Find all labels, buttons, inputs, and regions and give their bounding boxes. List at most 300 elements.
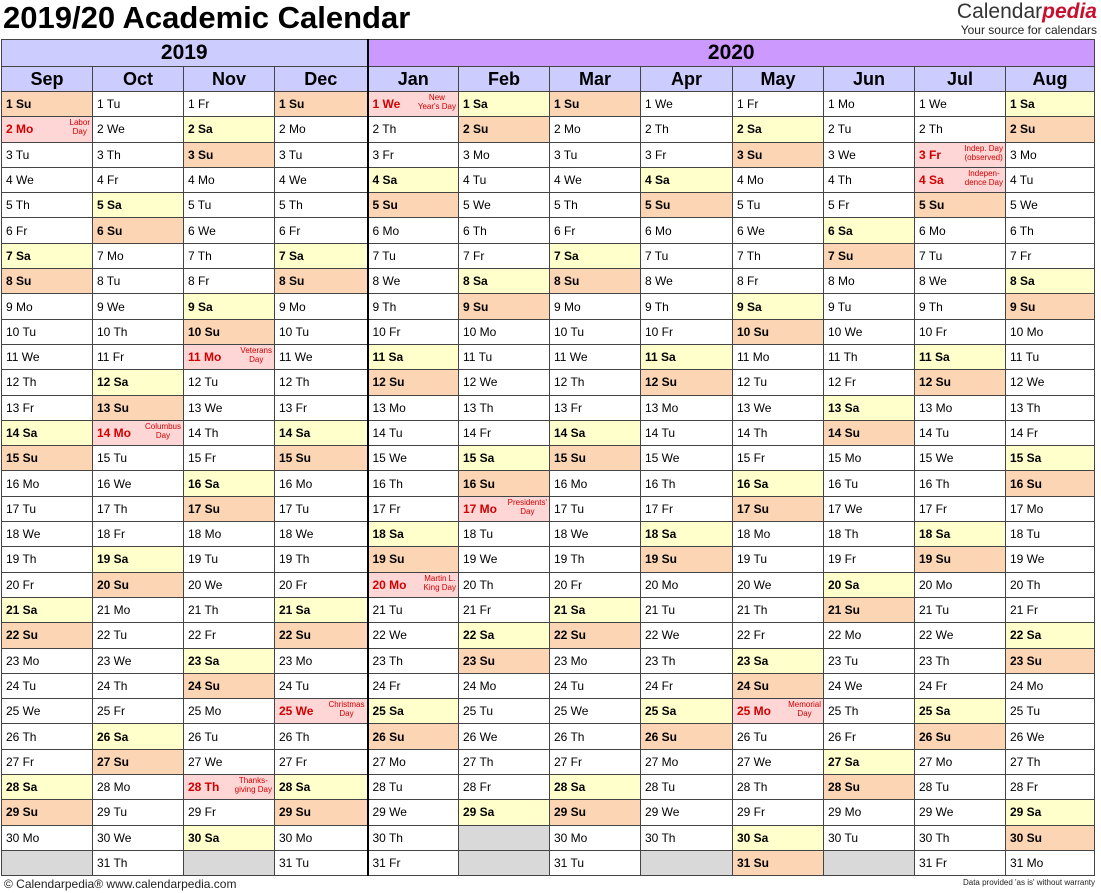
day-label: 29 We xyxy=(372,805,407,820)
day-cell xyxy=(93,623,184,648)
day-cell xyxy=(2,800,93,825)
empty-cell xyxy=(184,850,275,875)
day-cell xyxy=(368,117,459,142)
day-cell xyxy=(641,142,733,167)
day-cell xyxy=(93,775,184,800)
day-label: 26 Su xyxy=(372,729,405,744)
day-label: 21 Su xyxy=(828,603,861,618)
day-cell xyxy=(550,699,641,724)
day-row xyxy=(2,471,1095,496)
day-label: 26 We xyxy=(463,729,498,744)
year-header-2020: 2020 xyxy=(368,40,1095,67)
day-row xyxy=(2,142,1095,167)
day-cell xyxy=(93,117,184,142)
day-row xyxy=(2,496,1095,521)
day-cell xyxy=(733,496,824,521)
day-cell xyxy=(915,471,1006,496)
day-label: 25 We xyxy=(279,704,314,719)
day-label: 25 Th xyxy=(828,704,859,719)
day-label: 15 Su xyxy=(6,451,39,466)
day-cell xyxy=(459,142,550,167)
day-label: 20 Mo xyxy=(372,577,407,592)
empty-cell xyxy=(824,850,915,875)
day-label: 28 Su xyxy=(828,780,861,795)
day-cell xyxy=(368,142,459,167)
month-header-aug: Aug xyxy=(1006,67,1095,92)
day-label: 16 Th xyxy=(919,476,950,491)
day-cell xyxy=(550,522,641,547)
day-label: 17 Fr xyxy=(372,501,401,516)
day-label: 13 We xyxy=(737,400,772,415)
day-label: 25 Sa xyxy=(372,704,404,719)
day-cell xyxy=(915,294,1006,319)
day-label: 14 Su xyxy=(828,426,861,440)
day-label: 20 We xyxy=(737,577,772,592)
day-label: 4 Mo xyxy=(188,173,215,188)
day-label: 8 Su xyxy=(554,274,580,289)
day-label: 16 Mo xyxy=(554,476,588,491)
day-cell xyxy=(184,142,275,167)
day-cell xyxy=(733,724,824,749)
day-label: 19 Th xyxy=(6,552,37,567)
day-cell xyxy=(184,724,275,749)
holiday-cell xyxy=(459,496,550,521)
day-cell xyxy=(93,749,184,774)
day-cell xyxy=(93,243,184,268)
month-header-nov: Nov xyxy=(184,67,275,92)
day-cell xyxy=(275,193,368,218)
day-label: 14 Sa xyxy=(279,426,311,440)
day-label: 5 Su xyxy=(645,198,671,213)
day-cell xyxy=(733,522,824,547)
day-cell xyxy=(2,673,93,698)
day-label: 21 Tu xyxy=(645,603,676,618)
day-cell xyxy=(1006,193,1095,218)
day-label: 26 Th xyxy=(554,729,585,744)
day-label: 4 Sa xyxy=(919,173,944,188)
day-cell xyxy=(824,395,915,420)
day-label: 20 Mo xyxy=(919,577,953,592)
day-label: 11 Sa xyxy=(919,350,950,365)
day-label: 11 Tu xyxy=(463,350,493,365)
day-label: 6 Th xyxy=(1010,223,1034,238)
day-cell xyxy=(1006,269,1095,294)
day-cell xyxy=(368,243,459,268)
day-label: 21 Sa xyxy=(279,603,311,618)
day-cell xyxy=(824,775,915,800)
day-cell xyxy=(915,193,1006,218)
day-label: 8 Tu xyxy=(97,274,121,289)
day-cell xyxy=(368,623,459,648)
day-cell xyxy=(368,850,459,875)
footer-copyright: © Calendarpedia® www.calendarpedia.com xyxy=(4,877,237,891)
day-label: 28 Tu xyxy=(919,780,950,795)
day-label: 17 Su xyxy=(737,501,770,516)
day-label: 16 Su xyxy=(1010,476,1043,491)
day-cell xyxy=(184,623,275,648)
day-cell xyxy=(368,547,459,572)
day-label: 22 Su xyxy=(6,628,39,643)
day-cell xyxy=(184,522,275,547)
day-cell xyxy=(824,597,915,622)
day-cell xyxy=(915,370,1006,395)
day-label: 22 Su xyxy=(279,628,312,643)
day-row xyxy=(2,597,1095,622)
day-cell xyxy=(184,269,275,294)
day-label: 24 Mo xyxy=(463,678,497,693)
day-label: 17 Tu xyxy=(554,501,585,516)
day-label: 25 Mo xyxy=(188,704,222,719)
day-label: 7 Tu xyxy=(372,248,396,263)
day-cell xyxy=(2,825,93,850)
day-cell xyxy=(550,319,641,344)
brand-logo[interactable] xyxy=(957,1,1097,37)
day-row xyxy=(2,344,1095,369)
day-label: 8 We xyxy=(919,274,947,289)
day-label: 3 Mo xyxy=(1010,147,1037,162)
day-cell xyxy=(915,623,1006,648)
day-cell xyxy=(1006,218,1095,243)
day-label: 10 Tu xyxy=(554,324,585,339)
day-cell xyxy=(275,92,368,117)
day-label: 16 Mo xyxy=(279,476,313,491)
day-cell xyxy=(641,92,733,117)
day-cell xyxy=(733,597,824,622)
day-label: 20 Fr xyxy=(6,577,35,592)
day-cell xyxy=(641,243,733,268)
day-label: 7 Mo xyxy=(97,248,124,263)
day-label: 31 Fr xyxy=(919,856,948,871)
holiday-cell xyxy=(2,117,93,142)
day-label: 31 Tu xyxy=(554,856,585,871)
day-cell xyxy=(641,800,733,825)
day-label: 11 Sa xyxy=(372,350,404,365)
day-cell xyxy=(824,294,915,319)
day-label: 10 We xyxy=(828,324,863,339)
day-label: 5 Sa xyxy=(97,198,122,213)
day-cell xyxy=(1006,395,1095,420)
month-header-jun: Jun xyxy=(824,67,915,92)
day-label: 19 We xyxy=(463,552,498,567)
month-header-sep: Sep xyxy=(2,67,93,92)
day-cell xyxy=(368,344,459,369)
day-cell xyxy=(641,117,733,142)
day-label: 2 We xyxy=(97,122,125,137)
day-cell xyxy=(824,446,915,471)
day-label: 8 We xyxy=(372,274,401,289)
day-cell xyxy=(641,294,733,319)
day-cell xyxy=(550,92,641,117)
day-label: 6 Sa xyxy=(828,223,853,238)
day-cell xyxy=(93,92,184,117)
day-cell xyxy=(1006,775,1095,800)
day-cell xyxy=(824,269,915,294)
day-label: 28 Sa xyxy=(279,780,311,795)
day-cell xyxy=(1006,673,1095,698)
day-label: 27 Su xyxy=(97,754,130,769)
day-label: 12 We xyxy=(1010,375,1045,390)
day-cell xyxy=(550,572,641,597)
day-cell xyxy=(824,623,915,648)
day-cell xyxy=(1006,522,1095,547)
day-cell xyxy=(93,673,184,698)
day-label: 23 Th xyxy=(919,653,950,668)
day-cell xyxy=(1006,572,1095,597)
day-label: 7 Sa xyxy=(279,248,304,263)
day-label: 29 Fr xyxy=(737,805,766,820)
day-cell xyxy=(93,850,184,875)
day-label: 5 Tu xyxy=(737,198,761,213)
day-cell xyxy=(184,749,275,774)
day-label: 28 Fr xyxy=(463,780,492,795)
day-cell xyxy=(275,471,368,496)
day-label: 3 Th xyxy=(97,147,121,162)
day-label: 4 We xyxy=(279,173,307,188)
day-label: 17 Mo xyxy=(463,501,498,516)
day-cell xyxy=(184,800,275,825)
day-label: 2 Mo xyxy=(279,122,306,137)
day-label: 2 Sa xyxy=(737,122,762,137)
day-cell xyxy=(459,699,550,724)
day-cell xyxy=(184,547,275,572)
day-cell xyxy=(641,319,733,344)
day-label: 12 Su xyxy=(372,375,405,390)
day-cell xyxy=(93,496,184,521)
day-row xyxy=(2,775,1095,800)
day-cell xyxy=(550,446,641,471)
day-label: 22 We xyxy=(372,628,407,643)
day-label: 29 Su xyxy=(554,805,587,820)
day-cell xyxy=(275,142,368,167)
day-cell xyxy=(550,294,641,319)
day-cell xyxy=(1006,92,1095,117)
day-cell xyxy=(1006,319,1095,344)
month-row xyxy=(2,67,1095,92)
holiday-name: Presidents' Day xyxy=(507,497,547,516)
day-row xyxy=(2,522,1095,547)
day-label: 14 Tu xyxy=(645,426,676,440)
day-label: 30 Mo xyxy=(6,830,40,845)
day-cell xyxy=(184,167,275,192)
day-label: 11 Th xyxy=(828,350,858,365)
day-label: 2 Th xyxy=(372,122,397,137)
holiday-name: Thanks- giving Day xyxy=(234,776,272,795)
day-cell xyxy=(368,218,459,243)
day-cell xyxy=(2,294,93,319)
day-cell xyxy=(824,243,915,268)
day-cell xyxy=(733,446,824,471)
day-cell xyxy=(915,825,1006,850)
day-label: 15 We xyxy=(645,451,680,466)
day-cell xyxy=(184,370,275,395)
day-label: 18 Th xyxy=(828,527,859,542)
day-cell xyxy=(275,522,368,547)
day-cell xyxy=(459,547,550,572)
day-cell xyxy=(915,522,1006,547)
day-cell xyxy=(459,775,550,800)
day-label: 24 Su xyxy=(737,678,770,693)
day-label: 21 Mo xyxy=(97,603,131,618)
day-label: 7 Sa xyxy=(554,248,579,263)
day-label: 28 Th xyxy=(737,780,768,795)
day-cell xyxy=(733,825,824,850)
day-label: 5 Th xyxy=(554,198,578,213)
day-cell xyxy=(368,471,459,496)
day-label: 1 Su xyxy=(279,97,305,112)
day-label: 4 Sa xyxy=(645,173,670,188)
day-cell xyxy=(641,699,733,724)
day-label: 22 Sa xyxy=(1010,628,1042,643)
day-label: 17 Mo xyxy=(1010,501,1044,516)
day-cell xyxy=(1006,825,1095,850)
day-row xyxy=(2,370,1095,395)
day-cell xyxy=(641,269,733,294)
day-cell xyxy=(184,395,275,420)
holiday-cell xyxy=(275,699,368,724)
day-label: 25 We xyxy=(554,704,589,719)
day-cell xyxy=(459,749,550,774)
day-cell xyxy=(368,775,459,800)
day-label: 3 Fr xyxy=(645,147,667,162)
day-label: 29 Tu xyxy=(97,805,128,820)
day-label: 23 Th xyxy=(372,653,403,668)
day-cell xyxy=(275,800,368,825)
day-label: 19 Tu xyxy=(737,552,768,567)
day-cell xyxy=(550,193,641,218)
day-cell xyxy=(2,597,93,622)
day-cell xyxy=(733,218,824,243)
day-cell xyxy=(550,547,641,572)
day-cell xyxy=(641,749,733,774)
day-label: 9 Th xyxy=(372,299,397,314)
day-label: 23 Tu xyxy=(828,653,859,668)
day-label: 19 Su xyxy=(919,552,952,567)
day-label: 6 Su xyxy=(97,223,123,238)
day-cell xyxy=(275,648,368,673)
day-cell xyxy=(550,167,641,192)
day-row xyxy=(2,446,1095,471)
day-cell xyxy=(550,825,641,850)
day-cell xyxy=(184,496,275,521)
day-label: 13 Mo xyxy=(372,400,406,415)
day-cell xyxy=(368,269,459,294)
day-label: 9 Su xyxy=(1010,299,1036,314)
day-label: 10 Su xyxy=(737,324,770,339)
day-cell xyxy=(184,294,275,319)
holiday-name: Memorial Day xyxy=(788,700,821,719)
day-label: 18 We xyxy=(554,527,589,542)
calendar-grid xyxy=(1,39,1095,876)
day-label: 10 Mo xyxy=(1010,324,1044,339)
holiday-name: Veterans Day xyxy=(240,345,272,364)
day-label: 18 Tu xyxy=(1010,527,1041,542)
day-label: 31 Mo xyxy=(1010,856,1044,871)
day-cell xyxy=(368,193,459,218)
day-cell xyxy=(915,92,1006,117)
day-cell xyxy=(184,243,275,268)
day-cell xyxy=(2,648,93,673)
day-cell xyxy=(459,370,550,395)
page-title: 2019/20 Academic Calendar xyxy=(3,0,411,35)
day-label: 13 Su xyxy=(97,400,130,415)
day-cell xyxy=(368,420,459,445)
day-label: 8 Sa xyxy=(463,274,488,289)
day-label: 22 Fr xyxy=(737,628,766,643)
day-cell xyxy=(93,319,184,344)
day-label: 20 Th xyxy=(463,577,494,592)
day-cell xyxy=(93,522,184,547)
day-cell xyxy=(550,749,641,774)
day-cell xyxy=(550,673,641,698)
day-label: 15 Tu xyxy=(97,451,128,466)
day-label: 30 Mo xyxy=(279,830,313,845)
day-cell xyxy=(2,92,93,117)
day-label: 16 Tu xyxy=(828,476,859,491)
day-cell xyxy=(459,193,550,218)
day-cell xyxy=(733,167,824,192)
day-cell xyxy=(368,370,459,395)
day-cell xyxy=(275,117,368,142)
empty-cell xyxy=(459,825,550,850)
day-label: 15 Fr xyxy=(188,451,217,466)
month-header-dec: Dec xyxy=(275,67,368,92)
day-label: 1 We xyxy=(919,97,947,112)
day-row xyxy=(2,395,1095,420)
day-label: 22 We xyxy=(919,628,954,643)
day-cell xyxy=(824,344,915,369)
day-label: 5 Th xyxy=(279,198,303,213)
holiday-cell xyxy=(184,775,275,800)
day-cell xyxy=(733,395,824,420)
holiday-name: New Year's Day xyxy=(417,93,456,111)
day-label: 19 Su xyxy=(645,552,678,567)
day-cell xyxy=(915,547,1006,572)
day-label: 11 We xyxy=(6,350,40,365)
day-label: 7 Fr xyxy=(463,248,485,263)
day-label: 12 Fr xyxy=(828,375,857,390)
day-cell xyxy=(184,673,275,698)
day-cell xyxy=(824,522,915,547)
day-label: 3 Mo xyxy=(463,147,490,162)
day-cell xyxy=(2,243,93,268)
day-label: 4 We xyxy=(6,173,34,188)
day-label: 1 Sa xyxy=(1010,97,1035,112)
day-label: 6 Th xyxy=(463,223,487,238)
day-cell xyxy=(550,243,641,268)
footer-disclaimer: Data provided 'as is' without warranty xyxy=(962,878,1095,887)
day-label: 23 Su xyxy=(1010,653,1043,668)
day-cell xyxy=(275,344,368,369)
day-cell xyxy=(550,344,641,369)
day-cell xyxy=(824,648,915,673)
day-cell xyxy=(824,749,915,774)
day-label: 15 Mo xyxy=(828,451,862,466)
day-cell xyxy=(93,218,184,243)
day-cell xyxy=(733,648,824,673)
day-cell xyxy=(93,572,184,597)
day-cell xyxy=(368,446,459,471)
day-cell xyxy=(2,193,93,218)
day-label: 10 Tu xyxy=(279,324,310,339)
day-cell xyxy=(275,370,368,395)
day-cell xyxy=(93,446,184,471)
day-cell xyxy=(93,471,184,496)
month-header-jan: Jan xyxy=(368,67,459,92)
day-cell xyxy=(275,850,368,875)
day-cell xyxy=(733,471,824,496)
day-cell xyxy=(275,597,368,622)
day-label: 9 Th xyxy=(919,299,943,314)
